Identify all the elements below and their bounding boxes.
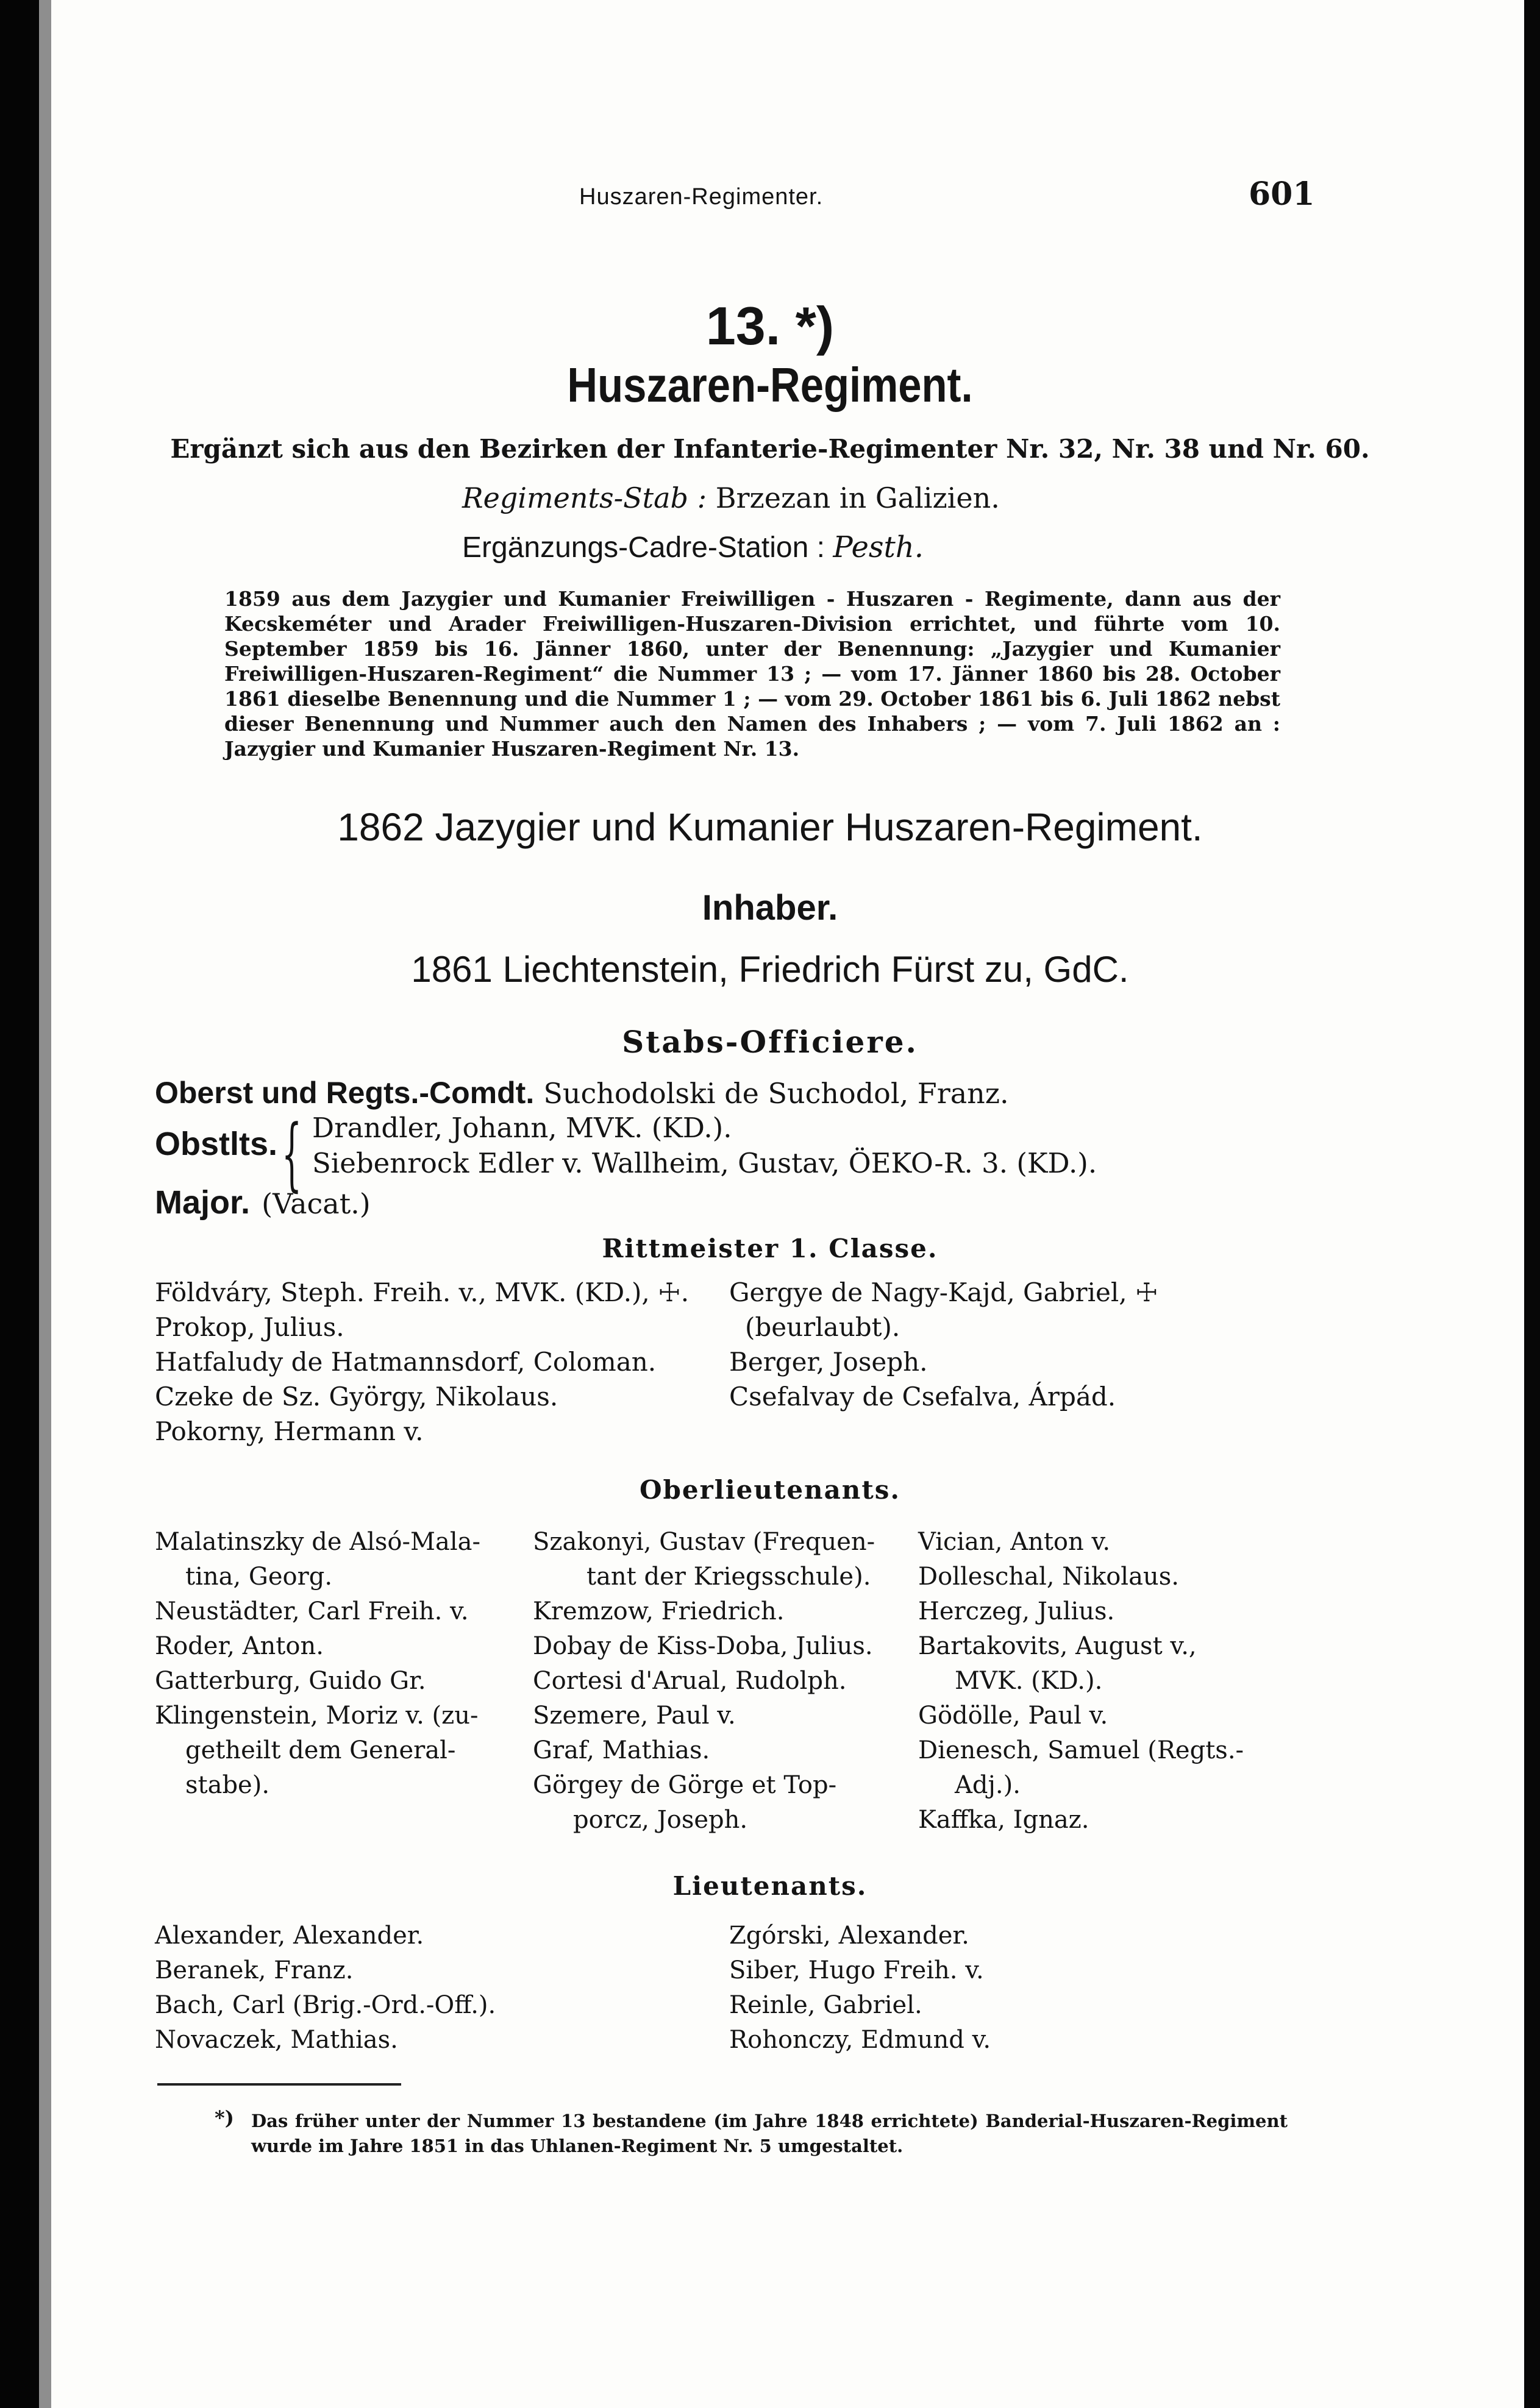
list-item: MVK. (KD.). (955, 1667, 1103, 1695)
oberlieutenants-heading: Oberlieutenants. (639, 1475, 901, 1505)
list-item: Berger, Joseph. (729, 1347, 928, 1377)
ltcol-2: Siebenrock Edler v. Wallheim, Gustav, ÖEKO-R. 3. (KD.). (312, 1147, 1097, 1179)
list-item: Cortesi d'Arual, Rudolph. (533, 1667, 847, 1695)
list-item: Bartakovits, August v., (918, 1632, 1197, 1660)
list-item: Kaffka, Ignaz. (918, 1806, 1089, 1834)
list-item: tant der Kriegsschule). (586, 1563, 871, 1591)
oberlieutenants-col3 (918, 1525, 1244, 1838)
list-item: Rohonczy, Edmund v. (729, 2026, 991, 2054)
list-item: Siber, Hugo Freih. v. (729, 1956, 984, 1984)
footnote-rule (157, 2083, 401, 2086)
list-item: Beranek, Franz. (155, 1956, 354, 1984)
list-item: Czeke de Sz. György, Nikolaus. (155, 1382, 558, 1412)
footnote-marker: *) (215, 2106, 234, 2129)
list-item: Hatfaludy de Hatmannsdorf, Coloman. (155, 1347, 657, 1377)
colonel-name: Suchodolski de Suchodol, Franz. (543, 1077, 1009, 1110)
list-item: Dienesch, Samuel (Regts.- (918, 1736, 1244, 1764)
oberlieutenants-col1 (155, 1525, 480, 1803)
major-line (155, 1184, 371, 1221)
list-item: Alexander, Alexander. (155, 1922, 424, 1950)
list-item: Csefalvay de Csefalva, Árpád. (729, 1382, 1116, 1412)
oberlieutenants-col2 (533, 1525, 875, 1838)
regiment-name: 1862 Jazygier und Kumanier Huszaren-Regiment. (337, 805, 1203, 849)
lieutenants-right (729, 1919, 991, 2058)
list-item: getheilt dem General- (185, 1736, 456, 1764)
list-item: Bach, Carl (Brig.-Ord.-Off.). (155, 1991, 496, 2019)
cadre-value: Pesth. (833, 530, 924, 564)
list-item: Vician, Anton v. (918, 1528, 1111, 1556)
colonel-label: Oberst und Regts.-Comdt. (155, 1076, 535, 1110)
list-item: Herczeg, Julius. (918, 1597, 1115, 1625)
rittmeister-right (729, 1275, 1158, 1414)
regiment-number: 13. *) (705, 296, 835, 356)
list-item: Reinle, Gabriel. (729, 1991, 922, 2019)
ltcol-1: Drandler, Johann, MVK. (KD.). (312, 1112, 732, 1144)
rittmeister-left (155, 1275, 689, 1449)
list-item: Graf, Mathias. (533, 1736, 710, 1764)
list-item: stabe). (185, 1771, 270, 1799)
list-item: Földváry, Steph. Freih. v., MVK. (KD.), ☩. (155, 1277, 690, 1307)
scan-left-edge (0, 0, 39, 2408)
list-item: Gatterburg, Guido Gr. (155, 1667, 426, 1695)
staff-officers-heading: Stabs-Officiere. (622, 1024, 918, 1060)
major-label: Major. (155, 1184, 251, 1221)
lieutenants-left (155, 1919, 496, 2058)
history-paragraph: 1859 aus dem Jazygier und Kumanier Freiwilligen - Huszaren - Regimente, dann aus der Kecskeméter und Arader Freiwilligen-Huszaren-Division errichtet, und führte vom 10. September 1859 bis 16. Jänner 1860, unter der Benennung: „Jazygier und Kumanier Freiwilligen-Huszaren-Regiment“ die Nummer 13 ; — vom 17. Jänner 1860 bis 28. October 1861 dieselbe Benennung und die Nummer 1 ; — vom 29. October 1861 bis 6. Juli 1862 nebst dieser Benennung und Nummer auch den Namen des Inhabers ; — vom 7. Juli 1862 an : Jazygier und Kumanier Huszaren-Regiment Nr. 13. (224, 587, 1280, 761)
list-item: Neustädter, Carl Freih. v. (155, 1597, 469, 1625)
list-item: Szemere, Paul v. (533, 1702, 736, 1730)
staff-value: Brzezan in Galizien. (715, 481, 1000, 514)
major-value: (Vacat.) (262, 1187, 371, 1220)
lieutenants-heading: Lieutenants. (672, 1871, 868, 1901)
list-item: tina, Georg. (185, 1563, 333, 1591)
owner-heading: Inhaber. (702, 888, 838, 928)
cadre-line (462, 530, 924, 564)
scan-left-shadow (39, 0, 51, 2408)
page-number: 601 (1249, 176, 1315, 213)
list-item: Kremzow, Friedrich. (533, 1597, 785, 1625)
colonel-line (155, 1075, 1009, 1110)
staff-line (462, 481, 1000, 514)
page-title: Huszaren-Regiment. (567, 358, 973, 412)
list-item: Dobay de Kiss-Doba, Julius. (533, 1632, 873, 1660)
list-item: Dolleschal, Nikolaus. (918, 1563, 1179, 1591)
list-item: Novaczek, Mathias. (155, 2026, 398, 2054)
list-item: Adj.). (955, 1771, 1021, 1799)
list-item: Gödölle, Paul v. (918, 1702, 1108, 1730)
footnote-text: Das früher unter der Nummer 13 bestandene (im Jahre 1848 errichtete) Banderial-Huszaren-Regiment wurde im Jahre 1851 in das Uhlanen-Regiment Nr. 5 umgestaltet. (251, 2111, 1288, 2156)
list-item: (beurlaubt). (745, 1312, 900, 1342)
list-item: Malatinszky de Alsó-Mala- (155, 1528, 480, 1556)
staff-label: Regiments-Stab : (462, 481, 707, 514)
cadre-label: Ergänzungs-Cadre-Station : (462, 531, 825, 564)
list-item: Görgey de Görge et Top- (533, 1771, 837, 1799)
ltcol-label: Obstlts. (155, 1126, 278, 1162)
scan-right-edge (1524, 0, 1540, 2408)
list-item: Klingenstein, Moriz v. (zu- (155, 1702, 479, 1730)
running-title: Huszaren-Regimenter. (579, 184, 824, 210)
list-item: Prokop, Julius. (155, 1312, 344, 1342)
list-item: Roder, Anton. (155, 1632, 324, 1660)
list-item: Szakonyi, Gustav (Frequen- (533, 1528, 875, 1556)
list-item: porcz, Joseph. (573, 1806, 748, 1834)
brace-icon: { (282, 1107, 302, 1200)
recruitment-line: Ergänzt sich aus den Bezirken der Infanterie-Regimenter Nr. 32, Nr. 38 und Nr. 60. (170, 434, 1370, 464)
list-item: Gergye de Nagy-Kajd, Gabriel, ☩ (729, 1277, 1158, 1307)
list-item: Zgórski, Alexander. (729, 1922, 969, 1950)
rittmeister-heading: Rittmeister 1. Classe. (602, 1234, 938, 1263)
owner-entry: 1861 Liechtenstein, Friedrich Fürst zu, GdC. (411, 949, 1129, 990)
list-item: Pokorny, Hermann v. (155, 1416, 424, 1446)
